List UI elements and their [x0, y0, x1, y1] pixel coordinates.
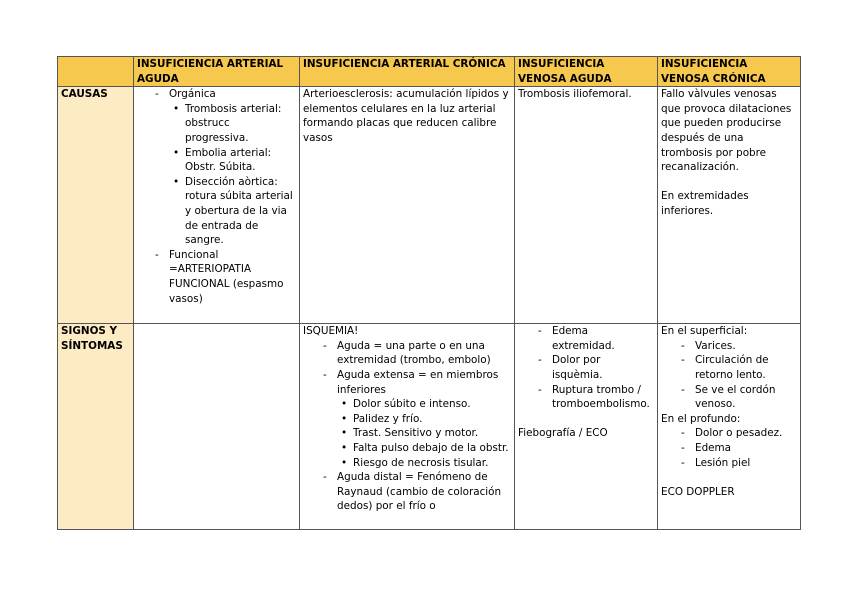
organica-label: Orgánica: [169, 88, 216, 101]
extensa-label: Aguda extensa = en miembros inferiores: [337, 368, 499, 396]
header-venosa-aguda: INSUFICIENCIA VENOSA AGUDA: [515, 57, 658, 87]
list-item: - Ruptura trombo / tromboembolismo.: [536, 383, 654, 412]
row-causas: [58, 87, 801, 324]
paragraph: En extremidades inferiores.: [661, 190, 749, 217]
profundo-label: En el profundo:: [661, 412, 741, 425]
diagnostico-vc: ECO DOPPLER: [661, 485, 735, 498]
list-item: - Dolor por isquèmia.: [536, 353, 654, 382]
list-item: - Lesión piel: [679, 456, 797, 471]
list-item: • Palidez y frío.: [337, 412, 511, 427]
list-item: • Riesgo de necrosis tisular.: [337, 456, 511, 471]
paragraph: Trombosis iliofemoral.: [518, 88, 632, 101]
signos-venosa-cronica: [658, 324, 801, 530]
extensa-sublist: [337, 397, 511, 470]
superficial-label: En el superficial:: [661, 325, 748, 338]
signos-venosa-aguda: [515, 324, 658, 530]
list-item: - Circulación de retorno lento.: [679, 353, 797, 382]
header-corner: [58, 57, 134, 87]
isquemia-heading: ISQUEMIA!: [303, 325, 359, 338]
list-item: - Edema: [679, 441, 797, 456]
list-item: - Aguda = una parte o en una extremidad (trombo, embolo): [321, 339, 511, 368]
list-item: • Disección aòrtica: rotura súbita arterial y obertura de la via de entrada de sangre.: [169, 175, 296, 248]
signos-arterial-aguda: [134, 324, 300, 530]
row-label-signos: SIGNOS Y SÍNTOMAS: [58, 324, 134, 530]
causas-arterial-aguda: [134, 87, 300, 324]
list-item: • Embolia arterial: Obstr. Súbita.: [169, 146, 296, 175]
list-item: - Funcional =ARTERIOPATIA FUNCIONAL (espasmo vasos): [153, 248, 296, 306]
spacer: [518, 412, 654, 427]
list-item: - Aguda distal = Fenómeno de Raynaud (cambio de coloración dedos) por el frío o: [321, 470, 511, 514]
header-arterial-aguda: INSUFICIENCIA ARTERIAL AGUDA: [134, 57, 300, 87]
superficial-list: [679, 339, 797, 412]
list-item: • Dolor súbito e intenso.: [337, 397, 511, 412]
causas-venosa-cronica: [658, 87, 801, 324]
row-signos: [58, 324, 801, 530]
signos-arterial-cronica: [300, 324, 515, 530]
header-row: [58, 57, 801, 87]
header-venosa-cronica: INSUFICIENCIA VENOSA CRÓNICA: [658, 57, 801, 87]
organica-sublist: [169, 102, 296, 248]
causas-venosa-aguda: [515, 87, 658, 324]
list-item: [321, 368, 511, 470]
list-item: • Falta pulso debajo de la obstr.: [337, 441, 511, 456]
list-item: - Se ve el cordón venoso.: [679, 383, 797, 412]
list-item: [153, 87, 296, 248]
header-arterial-cronica: INSUFICIENCIA ARTERIAL CRÓNICA: [300, 57, 515, 87]
comparison-table: [57, 56, 801, 530]
row-label-causas: CAUSAS: [58, 87, 134, 324]
profundo-list: [679, 426, 797, 470]
list-item: • Trombosis arterial: obstrucc progressiva.: [169, 102, 296, 146]
spacer: [661, 470, 797, 485]
spacer: [661, 175, 797, 190]
list-item: - Dolor o pesadez.: [679, 426, 797, 441]
list-item: - Varices.: [679, 339, 797, 354]
diagnostico-va: Fiebografía / ECO: [518, 427, 608, 440]
paragraph: Arterioesclerosis: acumulación lípidos y elementos celulares en la luz arterial formando placas que reducen calibre vasos: [303, 88, 509, 144]
signos-ac-list: [321, 339, 511, 514]
causas-aa-list: [153, 87, 296, 306]
signos-va-list: [536, 324, 654, 412]
causas-arterial-cronica: [300, 87, 515, 324]
paragraph: Fallo vàlvules venosas que provoca dilataciones que pueden producirse después de una trombosis por pobre recanalización.: [661, 88, 792, 174]
list-item: • Trast. Sensitivo y motor.: [337, 426, 511, 441]
list-item: - Edema extremidad.: [536, 324, 654, 353]
